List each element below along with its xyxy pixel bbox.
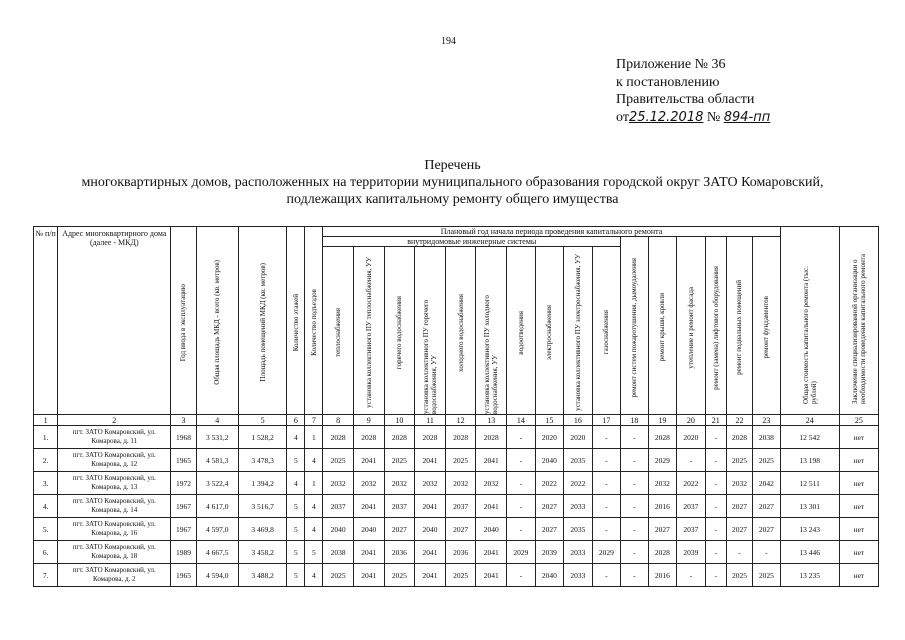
column-number-cell: 12 <box>445 415 476 426</box>
table-cell: 2032 <box>726 472 752 495</box>
table-cell: 1 <box>305 426 323 449</box>
table-cell: 1972 <box>171 472 196 495</box>
handwritten-number: 894-пп <box>723 109 771 125</box>
table-cell: 1967 <box>171 518 196 541</box>
header-work-7-cell <box>507 247 536 415</box>
table-cell: 2. <box>34 449 58 472</box>
number-label: № <box>706 109 721 125</box>
table-cell: 7. <box>34 564 58 587</box>
column-number-cell: 16 <box>564 415 593 426</box>
table-cell: 5 <box>287 541 305 564</box>
table-cell: 3 469,8 <box>238 518 287 541</box>
header-work-roof: ремонт крыши, кровли <box>658 293 667 362</box>
table-cell: 3 458,2 <box>238 541 287 564</box>
table-cell: 2025 <box>753 449 780 472</box>
header-work-hot-water: горячего водоснабжения <box>395 295 404 370</box>
table-cell: 2025 <box>323 564 354 587</box>
table-cell: 2025 <box>445 449 476 472</box>
appendix-line-1: Приложение № 36 <box>616 57 726 72</box>
column-number-cell: 6 <box>287 415 305 426</box>
table-cell: 4 581,3 <box>196 449 238 472</box>
header-year: Год ввода в эксплуатацию <box>179 283 188 362</box>
table-cell: 1965 <box>171 564 196 587</box>
table-cell: 2022 <box>677 472 706 495</box>
column-number-cell: 4 <box>196 415 238 426</box>
header-premises-area: Площадь помещений МКД (кв. метров) <box>258 263 267 382</box>
header-conclusion-cell <box>839 227 878 415</box>
header-work-10-cell <box>592 247 621 415</box>
table-cell: 13 198 <box>780 449 839 472</box>
table-cell: 2041 <box>353 495 384 518</box>
header-work-electricity: электроснабжения <box>545 304 554 360</box>
table-cell: 2033 <box>564 541 593 564</box>
column-number-cell: 10 <box>384 415 415 426</box>
table-cell: - <box>621 564 648 587</box>
table-cell: - <box>705 426 726 449</box>
table-cell: 2035 <box>564 449 593 472</box>
table-cell: 2022 <box>535 472 564 495</box>
header-work-cold-water-meter: установка коллективного ПУ холодного водоснабжения, УУ <box>483 294 500 414</box>
table-cell: 2029 <box>648 449 677 472</box>
table-cell: нет <box>839 541 878 564</box>
table-cell: 2040 <box>476 518 507 541</box>
header-internal-systems: внутридомовые инженерные системы <box>323 237 621 247</box>
table-cell: 2028 <box>648 541 677 564</box>
header-entrances-cell <box>305 227 323 415</box>
table-cell: 4 <box>305 564 323 587</box>
table-cell: 3 488,2 <box>238 564 287 587</box>
address-cell: пгт. ЗАТО Комаровский, ул. Комарова, д. 16 <box>58 518 171 541</box>
header-work-13-cell <box>677 237 706 415</box>
table-cell: 2025 <box>384 564 415 587</box>
table-cell: 2041 <box>415 541 446 564</box>
header-year-cell <box>171 227 196 415</box>
table-cell: 5 <box>305 541 323 564</box>
table-cell: 2020 <box>535 426 564 449</box>
table-row <box>34 449 879 472</box>
header-planned-year: Плановый год начала периода проведения капитального ремонта <box>323 227 780 237</box>
table-cell: 2039 <box>535 541 564 564</box>
table-cell: - <box>726 541 752 564</box>
table-cell: 2025 <box>323 449 354 472</box>
table-cell: 5. <box>34 518 58 541</box>
table-cell: 2025 <box>753 564 780 587</box>
table-cell: 2028 <box>415 426 446 449</box>
table-cell: 2041 <box>476 495 507 518</box>
header-work-sewerage: водоотведения <box>516 310 525 355</box>
header-work-hot-water-meter: установка коллективного ПУ горячего водоснабжения, УУ <box>422 299 439 414</box>
column-number-cell: 13 <box>476 415 507 426</box>
table-cell: 2028 <box>323 426 354 449</box>
header-floors-cell <box>287 227 305 415</box>
table-cell: 2027 <box>445 518 476 541</box>
table-cell: 12 511 <box>780 472 839 495</box>
table-row <box>34 564 879 587</box>
column-number-cell: 5 <box>238 415 287 426</box>
table-cell: 13 446 <box>780 541 839 564</box>
header-work-11-cell <box>621 237 648 415</box>
table-cell: 2022 <box>564 472 593 495</box>
table-row <box>34 472 879 495</box>
column-number-cell: 3 <box>171 415 196 426</box>
table-cell: 13 235 <box>780 564 839 587</box>
header-total-area: Общая площадь МКД - всего (кв. метров) <box>213 260 222 385</box>
table-cell: 3 522,4 <box>196 472 238 495</box>
header-work-6-cell <box>476 247 507 415</box>
header-total-area-cell <box>196 227 238 415</box>
table-cell: 2040 <box>535 564 564 587</box>
column-number-cell: 7 <box>305 415 323 426</box>
table-cell: 3 531,2 <box>196 426 238 449</box>
table-cell: - <box>621 472 648 495</box>
table-cell: 2032 <box>415 472 446 495</box>
table-cell: 4. <box>34 495 58 518</box>
table-cell: - <box>753 541 780 564</box>
column-number-cell: 18 <box>621 415 648 426</box>
header-work-2-cell <box>353 247 384 415</box>
table-cell: 6. <box>34 541 58 564</box>
column-number-cell: 20 <box>677 415 706 426</box>
table-cell: 2027 <box>648 518 677 541</box>
address-cell: пгт. ЗАТО Комаровский, ул. Комарова, д. 18 <box>58 541 171 564</box>
table-cell: - <box>705 518 726 541</box>
table-body <box>34 426 879 587</box>
header-work-gas: газоснабжения <box>602 310 611 355</box>
column-number-cell: 19 <box>648 415 677 426</box>
table-cell: - <box>677 449 706 472</box>
table-cell: 4 <box>305 449 323 472</box>
table-cell: 2041 <box>415 564 446 587</box>
table-row <box>34 426 879 449</box>
table-cell: 2025 <box>384 449 415 472</box>
table-cell: - <box>621 426 648 449</box>
table-cell: 5 <box>287 564 305 587</box>
table-cell: - <box>592 495 621 518</box>
table-cell: 2041 <box>476 449 507 472</box>
header-work-8-cell <box>535 247 564 415</box>
table-cell: 2029 <box>592 541 621 564</box>
header-premises-area-cell <box>238 227 287 415</box>
table-cell: 2028 <box>384 426 415 449</box>
column-number-cell: 25 <box>839 415 878 426</box>
table-cell: - <box>621 449 648 472</box>
header-floors: Количество этажей <box>291 293 300 352</box>
page-number: 194 <box>441 36 456 47</box>
document-subtitle-line-2: подлежащих капитальному ремонту общего имущества <box>286 192 619 207</box>
table-cell: 1 528,2 <box>238 426 287 449</box>
table-cell: 1 394,2 <box>238 472 287 495</box>
header-work-heating-meter: установка коллективного ПУ теплоснабжения, УУ <box>364 257 373 408</box>
appendix-line-3: Правительства области <box>616 92 755 107</box>
column-number-cell: 9 <box>353 415 384 426</box>
from-label: от <box>616 109 629 125</box>
table-row <box>34 495 879 518</box>
table-cell: 4 667,5 <box>196 541 238 564</box>
table-cell: 2025 <box>726 449 752 472</box>
table-cell: 2032 <box>323 472 354 495</box>
table-cell: - <box>592 426 621 449</box>
table-cell: 3. <box>34 472 58 495</box>
table-cell: 4 <box>305 518 323 541</box>
header-work-15-cell <box>726 237 752 415</box>
table-cell: 2029 <box>507 541 536 564</box>
header-cost-cell <box>780 227 839 415</box>
header-work-basement: ремонт подвальных помещений <box>735 280 744 375</box>
table-cell: 2037 <box>677 495 706 518</box>
column-number-cell: 1 <box>34 415 58 426</box>
header-work-16-cell <box>753 237 780 415</box>
table-cell: - <box>507 449 536 472</box>
table-cell: 1965 <box>171 449 196 472</box>
table-cell: - <box>507 564 536 587</box>
document-title: Перечень <box>424 158 481 173</box>
address-cell: пгт. ЗАТО Комаровский, ул. Комарова, д. 12 <box>58 449 171 472</box>
table-cell: - <box>592 518 621 541</box>
header-work-heating: теплоснабжения <box>334 308 343 357</box>
table-cell: 2033 <box>564 495 593 518</box>
table-cell: 1967 <box>171 495 196 518</box>
table-cell: 2041 <box>353 449 384 472</box>
table-cell: 2037 <box>677 518 706 541</box>
table-cell: 2027 <box>726 495 752 518</box>
header-work-cold-water: холодного водоснабжения <box>456 293 465 372</box>
column-number-cell: 15 <box>535 415 564 426</box>
header-work-9-cell <box>564 247 593 415</box>
header-work-facade: утепление и ремонт фасада <box>686 286 695 369</box>
column-number-cell: 21 <box>705 415 726 426</box>
table-cell: 2033 <box>564 564 593 587</box>
table-cell: 2032 <box>384 472 415 495</box>
table-cell: 4 <box>287 426 305 449</box>
table-cell: 2027 <box>726 518 752 541</box>
header-work-3-cell <box>384 247 415 415</box>
table-cell: 2041 <box>415 495 446 518</box>
table-cell: 2025 <box>445 564 476 587</box>
table-cell: нет <box>839 449 878 472</box>
table-cell: 2027 <box>535 518 564 541</box>
table-cell: 2036 <box>445 541 476 564</box>
table-cell: 2040 <box>323 518 354 541</box>
table-cell: - <box>705 472 726 495</box>
table-cell: 2028 <box>445 426 476 449</box>
table-cell: - <box>705 541 726 564</box>
header-work-elevator: ремонт (замена) лифтового оборудования <box>711 265 720 390</box>
table-cell: 2037 <box>384 495 415 518</box>
table-cell: - <box>507 495 536 518</box>
table-cell: 2032 <box>476 472 507 495</box>
table-cell: 2040 <box>353 518 384 541</box>
table-cell: - <box>705 564 726 587</box>
table-cell: 4 <box>305 495 323 518</box>
table-cell: 2041 <box>476 541 507 564</box>
table-cell: - <box>705 495 726 518</box>
table-cell: 2027 <box>384 518 415 541</box>
table-cell: нет <box>839 426 878 449</box>
column-number-row <box>34 415 879 426</box>
table-cell: 2016 <box>648 564 677 587</box>
table-cell: 3 478,3 <box>238 449 287 472</box>
table-cell: - <box>507 472 536 495</box>
table-cell: 2041 <box>415 449 446 472</box>
table-cell: 2041 <box>353 564 384 587</box>
header-conclusion: Заключение специализированной организации о необходимости проведения капитального ремонта <box>850 253 867 404</box>
table-cell: 5 <box>287 518 305 541</box>
table-cell: - <box>592 449 621 472</box>
header-work-4-cell <box>415 247 446 415</box>
repair-schedule-table <box>33 226 879 587</box>
table-cell: 2038 <box>753 426 780 449</box>
header-num: № п/п <box>34 227 58 415</box>
table-cell: 2027 <box>535 495 564 518</box>
appendix-block <box>616 56 770 126</box>
table-cell: - <box>621 541 648 564</box>
table-cell: 3 516,7 <box>238 495 287 518</box>
table-cell: 2028 <box>476 426 507 449</box>
table-cell: - <box>507 518 536 541</box>
table-cell: 2032 <box>648 472 677 495</box>
table-cell: 2042 <box>753 472 780 495</box>
handwritten-date: 25.12.2018 <box>628 109 704 125</box>
table-cell: 1989 <box>171 541 196 564</box>
header-address: Адрес многоквартирного дома (далее - МКД) <box>58 227 171 415</box>
table-cell: 4 617,0 <box>196 495 238 518</box>
table-cell: 2028 <box>353 426 384 449</box>
column-number-cell: 14 <box>507 415 536 426</box>
table-cell: 1. <box>34 426 58 449</box>
address-cell: пгт. ЗАТО Комаровский, ул. Комарова, д. 11 <box>58 426 171 449</box>
table-cell: - <box>592 564 621 587</box>
table-cell: 5 <box>287 495 305 518</box>
table-cell: 2039 <box>677 541 706 564</box>
column-number-cell: 2 <box>58 415 171 426</box>
table-cell: 12 542 <box>780 426 839 449</box>
header-row-top <box>34 227 879 237</box>
table-cell: 2037 <box>445 495 476 518</box>
appendix-date-line <box>616 109 770 127</box>
table-cell: - <box>592 472 621 495</box>
table-cell: нет <box>839 518 878 541</box>
table-cell: 2040 <box>535 449 564 472</box>
header-work-fire-systems: ремонт систем пожаротушения, дымоудаления <box>630 257 639 398</box>
table-cell: 13 301 <box>780 495 839 518</box>
header-work-electricity-meter: установка коллективного ПУ электроснабжения, УУ <box>573 254 582 411</box>
column-number-cell: 11 <box>415 415 446 426</box>
table-cell: нет <box>839 564 878 587</box>
table-cell: 2036 <box>384 541 415 564</box>
column-number-cell: 17 <box>592 415 621 426</box>
table-cell: - <box>507 426 536 449</box>
table-cell: 1968 <box>171 426 196 449</box>
table-cell: 2037 <box>323 495 354 518</box>
column-number-cell: 8 <box>323 415 354 426</box>
column-number-cell: 22 <box>726 415 752 426</box>
document-subtitle-line-1: многоквартирных домов, расположенных на территории муниципального образования городской округ ЗАТО Комаровский, <box>81 175 824 190</box>
table-cell: 13 243 <box>780 518 839 541</box>
table-cell: 4 597,0 <box>196 518 238 541</box>
table-cell: 2028 <box>726 426 752 449</box>
table-cell: 2025 <box>726 564 752 587</box>
table-cell: - <box>677 564 706 587</box>
table-row <box>34 541 879 564</box>
table-cell: 2032 <box>445 472 476 495</box>
header-work-14-cell <box>705 237 726 415</box>
header-work-1-cell <box>323 247 354 415</box>
header-work-foundation: ремонт фундаментов <box>762 296 771 359</box>
table-cell: 2041 <box>353 541 384 564</box>
table-cell: 2032 <box>353 472 384 495</box>
address-cell: пгт. ЗАТО Комаровский, ул. Комарова, д. 2 <box>58 564 171 587</box>
header-cost: Общая стоимость капитального ремонта (тыс. рублей) <box>801 265 818 404</box>
header-work-12-cell <box>648 237 677 415</box>
table-cell: 2027 <box>753 518 780 541</box>
table-cell: - <box>705 449 726 472</box>
table-cell: 4 594,0 <box>196 564 238 587</box>
header-entrances: Количество подъездов <box>309 289 318 356</box>
table-cell: 2028 <box>648 426 677 449</box>
table-cell: 2041 <box>476 564 507 587</box>
address-cell: пгт. ЗАТО Комаровский, ул. Комарова, д. 14 <box>58 495 171 518</box>
appendix-line-2: к постановлению <box>616 74 720 90</box>
table-cell: 2035 <box>564 518 593 541</box>
header-work-5-cell <box>445 247 476 415</box>
table-cell: 2040 <box>415 518 446 541</box>
table-cell: 4 <box>287 472 305 495</box>
table-cell: 2020 <box>677 426 706 449</box>
table-cell: 1 <box>305 472 323 495</box>
column-number-cell: 24 <box>780 415 839 426</box>
column-number-cell: 23 <box>753 415 780 426</box>
table-cell: - <box>621 518 648 541</box>
table-cell: 2027 <box>753 495 780 518</box>
address-cell: пгт. ЗАТО Комаровский, ул. Комарова, д. 13 <box>58 472 171 495</box>
table-cell: 5 <box>287 449 305 472</box>
table-cell: - <box>621 495 648 518</box>
table-cell: 2038 <box>323 541 354 564</box>
table-row <box>34 518 879 541</box>
table-cell: 2020 <box>564 426 593 449</box>
table-cell: нет <box>839 495 878 518</box>
table-cell: 2016 <box>648 495 677 518</box>
table-cell: нет <box>839 472 878 495</box>
